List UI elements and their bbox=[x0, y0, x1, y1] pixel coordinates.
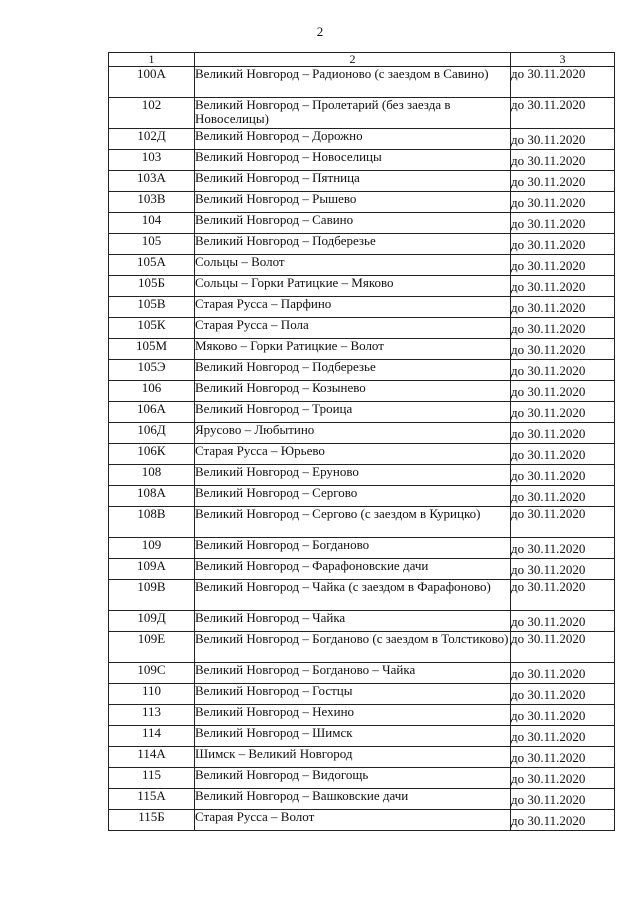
validity-term: до 30.11.2020 bbox=[511, 381, 615, 402]
validity-term: до 30.11.2020 bbox=[511, 98, 615, 129]
route-name: Великий Новгород – Шимск bbox=[195, 726, 511, 747]
route-name: Великий Новгород – Видогощь bbox=[195, 768, 511, 789]
route-number: 105А bbox=[109, 255, 195, 276]
validity-term: до 30.11.2020 bbox=[511, 632, 615, 663]
validity-term: до 30.11.2020 bbox=[511, 705, 615, 726]
route-number: 109 bbox=[109, 538, 195, 559]
route-number: 115Б bbox=[109, 810, 195, 831]
table-row bbox=[109, 747, 615, 768]
route-name: Великий Новгород – Фарафоновские дачи bbox=[195, 559, 511, 580]
route-name: Великий Новгород – Пятница bbox=[195, 171, 511, 192]
route-name: Мяково – Горки Ратицкие – Волот bbox=[195, 339, 511, 360]
route-name: Старая Русса – Юрьево bbox=[195, 444, 511, 465]
route-name: Великий Новгород – Троица bbox=[195, 402, 511, 423]
route-number: 106К bbox=[109, 444, 195, 465]
validity-term: до 30.11.2020 bbox=[511, 726, 615, 747]
route-number: 110 bbox=[109, 684, 195, 705]
route-name: Старая Русса – Парфино bbox=[195, 297, 511, 318]
table-row bbox=[109, 67, 615, 98]
validity-term: до 30.11.2020 bbox=[511, 255, 615, 276]
route-number: 105Э bbox=[109, 360, 195, 381]
routes-table bbox=[108, 52, 615, 831]
validity-term: до 30.11.2020 bbox=[511, 611, 615, 632]
table-row bbox=[109, 213, 615, 234]
route-number: 108А bbox=[109, 486, 195, 507]
validity-term: до 30.11.2020 bbox=[511, 150, 615, 171]
route-number: 115А bbox=[109, 789, 195, 810]
route-number: 115 bbox=[109, 768, 195, 789]
validity-term: до 30.11.2020 bbox=[511, 486, 615, 507]
table-row bbox=[109, 486, 615, 507]
route-name: Великий Новгород – Подберезье bbox=[195, 234, 511, 255]
route-name: Великий Новгород – Чайка (с заездом в Фарафоново) bbox=[195, 580, 511, 611]
route-name: Старая Русса – Пола bbox=[195, 318, 511, 339]
route-number: 109Е bbox=[109, 632, 195, 663]
validity-term: до 30.11.2020 bbox=[511, 559, 615, 580]
table-row bbox=[109, 611, 615, 632]
validity-term: до 30.11.2020 bbox=[511, 747, 615, 768]
route-number: 102 bbox=[109, 98, 195, 129]
table-row bbox=[109, 339, 615, 360]
route-number: 103В bbox=[109, 192, 195, 213]
route-name: Великий Новгород – Козынево bbox=[195, 381, 511, 402]
route-number: 109А bbox=[109, 559, 195, 580]
route-name: Ярусово – Любытино bbox=[195, 423, 511, 444]
table-row bbox=[109, 789, 615, 810]
route-number: 104 bbox=[109, 213, 195, 234]
route-name: Старая Русса – Волот bbox=[195, 810, 511, 831]
route-name: Великий Новгород – Рышево bbox=[195, 192, 511, 213]
validity-term: до 30.11.2020 bbox=[511, 360, 615, 381]
table-row bbox=[109, 768, 615, 789]
table-row bbox=[109, 297, 615, 318]
route-number: 105В bbox=[109, 297, 195, 318]
table-row bbox=[109, 234, 615, 255]
validity-term: до 30.11.2020 bbox=[511, 507, 615, 538]
table-row bbox=[109, 255, 615, 276]
table-row bbox=[109, 360, 615, 381]
route-name: Великий Новгород – Богданово bbox=[195, 538, 511, 559]
table-row bbox=[109, 381, 615, 402]
validity-term: до 30.11.2020 bbox=[511, 465, 615, 486]
table-row bbox=[109, 150, 615, 171]
table-row bbox=[109, 559, 615, 580]
validity-term: до 30.11.2020 bbox=[511, 663, 615, 684]
validity-term: до 30.11.2020 bbox=[511, 538, 615, 559]
table-row bbox=[109, 444, 615, 465]
route-name: Великий Новгород – Сергово (с заездом в Курицко) bbox=[195, 507, 511, 538]
route-name: Великий Новгород – Пролетарий (без заезда в Новоселицы) bbox=[195, 98, 511, 129]
route-number: 106Д bbox=[109, 423, 195, 444]
route-name: Сольцы – Волот bbox=[195, 255, 511, 276]
validity-term: до 30.11.2020 bbox=[511, 684, 615, 705]
validity-term: до 30.11.2020 bbox=[511, 192, 615, 213]
validity-term: до 30.11.2020 bbox=[511, 129, 615, 150]
table-row bbox=[109, 632, 615, 663]
validity-term: до 30.11.2020 bbox=[511, 297, 615, 318]
route-number: 105 bbox=[109, 234, 195, 255]
route-name: Великий Новгород – Радионово (с заездом в Савино) bbox=[195, 67, 511, 98]
route-name: Великий Новгород – Гостцы bbox=[195, 684, 511, 705]
table-row bbox=[109, 538, 615, 559]
validity-term: до 30.11.2020 bbox=[511, 213, 615, 234]
route-name: Великий Новгород – Вашковские дачи bbox=[195, 789, 511, 810]
route-name: Великий Новгород – Богданово (с заездом в Толстиково) bbox=[195, 632, 511, 663]
table-body bbox=[109, 67, 615, 831]
table-row bbox=[109, 663, 615, 684]
validity-term: до 30.11.2020 bbox=[511, 402, 615, 423]
table-row bbox=[109, 276, 615, 297]
validity-term: до 30.11.2020 bbox=[511, 423, 615, 444]
validity-term: до 30.11.2020 bbox=[511, 768, 615, 789]
route-name: Шимск – Великий Новгород bbox=[195, 747, 511, 768]
column-header-term: 3 bbox=[511, 53, 615, 67]
validity-term: до 30.11.2020 bbox=[511, 789, 615, 810]
route-number: 105К bbox=[109, 318, 195, 339]
route-name: Великий Новгород – Савино bbox=[195, 213, 511, 234]
route-number: 113 bbox=[109, 705, 195, 726]
route-number: 102Д bbox=[109, 129, 195, 150]
route-number: 105Б bbox=[109, 276, 195, 297]
table-row bbox=[109, 726, 615, 747]
validity-term: до 30.11.2020 bbox=[511, 171, 615, 192]
route-number: 109В bbox=[109, 580, 195, 611]
route-name: Великий Новгород – Новоселицы bbox=[195, 150, 511, 171]
validity-term: до 30.11.2020 bbox=[511, 276, 615, 297]
route-name: Великий Новгород – Сергово bbox=[195, 486, 511, 507]
route-number: 109С bbox=[109, 663, 195, 684]
route-number: 109Д bbox=[109, 611, 195, 632]
route-name: Великий Новгород – Чайка bbox=[195, 611, 511, 632]
table-row bbox=[109, 98, 615, 129]
table-row bbox=[109, 171, 615, 192]
table-row bbox=[109, 192, 615, 213]
route-number: 106 bbox=[109, 381, 195, 402]
route-number: 108В bbox=[109, 507, 195, 538]
route-name: Великий Новгород – Нехино bbox=[195, 705, 511, 726]
validity-term: до 30.11.2020 bbox=[511, 318, 615, 339]
route-name: Великий Новгород – Дорожно bbox=[195, 129, 511, 150]
validity-term: до 30.11.2020 bbox=[511, 67, 615, 98]
route-name: Сольцы – Горки Ратицкие – Мяково bbox=[195, 276, 511, 297]
table-row bbox=[109, 684, 615, 705]
table-row bbox=[109, 318, 615, 339]
validity-term: до 30.11.2020 bbox=[511, 444, 615, 465]
validity-term: до 30.11.2020 bbox=[511, 339, 615, 360]
table-header-row bbox=[109, 53, 615, 67]
table-row bbox=[109, 507, 615, 538]
route-number: 106А bbox=[109, 402, 195, 423]
validity-term: до 30.11.2020 bbox=[511, 580, 615, 611]
route-number: 100А bbox=[109, 67, 195, 98]
table-row bbox=[109, 810, 615, 831]
route-number: 105М bbox=[109, 339, 195, 360]
route-number: 114А bbox=[109, 747, 195, 768]
table-row bbox=[109, 129, 615, 150]
column-header-route: 2 bbox=[195, 53, 511, 67]
route-number: 114 bbox=[109, 726, 195, 747]
column-header-number: 1 bbox=[109, 53, 195, 67]
table-row bbox=[109, 580, 615, 611]
validity-term: до 30.11.2020 bbox=[511, 234, 615, 255]
validity-term: до 30.11.2020 bbox=[511, 810, 615, 831]
page-number: 2 bbox=[316, 24, 324, 39]
route-name: Великий Новгород – Подберезье bbox=[195, 360, 511, 381]
table-row bbox=[109, 465, 615, 486]
table-row bbox=[109, 423, 615, 444]
route-name: Великий Новгород – Еруново bbox=[195, 465, 511, 486]
route-number: 108 bbox=[109, 465, 195, 486]
table-row bbox=[109, 402, 615, 423]
route-name: Великий Новгород – Богданово – Чайка bbox=[195, 663, 511, 684]
table-row bbox=[109, 705, 615, 726]
route-number: 103 bbox=[109, 150, 195, 171]
route-number: 103А bbox=[109, 171, 195, 192]
